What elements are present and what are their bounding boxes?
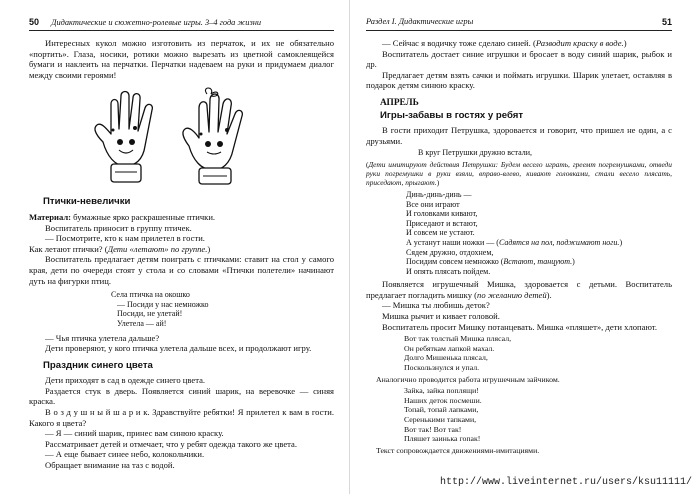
right-page-number: 51: [661, 17, 672, 27]
verse-intro: В круг Петрушки дружно встали,: [418, 148, 532, 158]
text-line: — Мишка ты любишь деток?: [382, 300, 490, 311]
section-title-blue-day: Праздник синего цвета: [43, 359, 153, 371]
text-line: Мишка рычит и кивает головой.: [382, 311, 500, 322]
poem-line: Сядем дружно, отдохнем,: [406, 247, 494, 257]
poem-line: Села птичка на окошко: [111, 290, 190, 300]
poem-line: Посидим совсем немножко (Встают, танцуют.): [406, 257, 575, 267]
poem-line: Все они играют: [406, 199, 460, 209]
birds-poem: [111, 290, 334, 328]
stage-note: (Дети имитируют действия Петрушки: Будем весело играть, греемт погремушками, отведи руки погремушки в руки взяли, вправо-влево, кивают головками, стали весело плясать, приседают, прыгают.): [366, 159, 672, 187]
text-line: — Я — синий шарик, принес вам синюю краску.: [45, 428, 224, 439]
section-title-birds: Птички-невелички: [43, 196, 131, 208]
poem-line: Долго Мишенька плясал,: [404, 353, 488, 363]
month-heading: АПРЕЛЬ: [380, 97, 419, 108]
bunny-poem: [404, 386, 672, 444]
text-line: Воспитатель предлагает детям поиграть с птичками: ставит на стол у самого края, дети по очереди стоят у стола и со словами «Птички полетели» начинают дуть на фигурки птиц.: [29, 254, 334, 286]
poem-line: Приседают и встают,: [406, 218, 478, 228]
text-line: — Сейчас я водичку тоже сделаю синей. (Разводит краску в воде.): [382, 38, 627, 48]
text-line: Рассматривает детей и отмечает, что у ребят одежда такого же цвета.: [45, 438, 297, 449]
poem-line: А устанут наши ножки — (Садятся на пол, поджимают ноги.): [406, 237, 623, 247]
poem-line: Пляшет заинька гопак!: [404, 434, 481, 444]
left-header-rule: [29, 30, 334, 31]
left-header: [29, 17, 261, 27]
text-line: Обращает внимание на таз с водой.: [45, 460, 175, 471]
text-line: — А еще бывает синее небо, колокольчики.: [45, 449, 205, 460]
between-line: Аналогично проводится работа игрушечным зайчиком.: [376, 374, 560, 384]
intro-paragraph: Интересных кукол можно изготовить из перчаток, и их не обязательно «портить». Глаза, носики, ротики можно вырезать из цветной самоклеящейся бумаги и наклеить на перчатки. Перчатки надеваем на руки и придумаем диалог между своими героями!: [29, 38, 334, 80]
text-line: — Посмотрите, кто к нам прилетел в гости.: [45, 233, 205, 244]
poem-line: Вот так толстый Мишка плясал,: [404, 334, 512, 344]
poem-line: Динь-динь-динь —: [406, 189, 472, 199]
text-line: Дети приходят в сад в одежде синего цвета.: [45, 375, 206, 386]
right-running-title: Раздел I. Дидактические игры: [366, 17, 474, 26]
poem-line: Посиди, не улетай!: [117, 309, 183, 319]
poem-line: Улетела — ай!: [117, 318, 167, 328]
text-line: Воспитатель приносит в группу птичек.: [45, 222, 192, 233]
poem-line: И совсем не устают.: [406, 228, 475, 238]
left-column: [29, 38, 334, 471]
right-page: [350, 0, 700, 494]
poem-line: И головками кивают,: [406, 209, 478, 219]
text-line: В гости приходит Петрушка, здоровается и говорит, что пришел не один, а с друзьями.: [366, 125, 672, 146]
left-page-number: 50: [29, 17, 40, 27]
poem-line: — Посиди у нас немножко: [117, 299, 209, 309]
section-title-games: Игры-забавы в гостях у ребят: [380, 109, 524, 121]
glove-puppets-icon: [89, 84, 259, 188]
poem-line: Наших деток посмеши.: [404, 395, 482, 405]
text-line: Воспитатель просит Мишку потанцевать. Мишка «пляшет», дети хлопают.: [382, 321, 658, 332]
poem-line: Зайка, зайка поплящи!: [404, 386, 479, 396]
text-line: Появляется игрушечный Мишка, здоровается с детьми. Воспитатель предлагает погладить мишку (по желанию детей).: [366, 279, 672, 300]
closing-line: Текст сопровождается движениями-имитациями.: [376, 445, 540, 455]
poem-line: Вот так! Вот так!: [404, 424, 462, 434]
petrushka-poem: [406, 190, 672, 276]
poem-line: Топай, топай лапками,: [404, 405, 479, 415]
text-line: Предлагает детям взять сачки и поймать игрушки. Шарик улетает, оставляя в подарок детям синюю краску.: [366, 69, 672, 91]
watermark-url: http://www.liveinternet.ru/users/ksu11111/: [439, 477, 692, 488]
text-line: — Чья птичка улетела дальше?: [45, 332, 160, 343]
poem-line: Он ребяткам лапкой махал.: [404, 343, 495, 353]
right-header-rule: [366, 30, 672, 31]
text-line: В о з д у ш н ы й ш а р и к. Здравствуйте ребятки! Я прилетел к вам в гости. Какого я цвета?: [29, 407, 334, 428]
text-line: Воспитатель достает синие игрушки и бросает в воду синий шарик, рыбок и др.: [366, 48, 672, 70]
text-line: Как летают птички? (Дети «летают» по группе.): [29, 243, 211, 254]
gloves-illustration: [29, 84, 334, 190]
text-line: Раздается стук в дверь. Появляется синий шарик, на веревочке — синяя краска.: [29, 385, 334, 407]
bear-poem: [404, 334, 672, 372]
materials-line: Материал: бумажные ярко раскрашенные птички.: [29, 211, 216, 222]
left-running-title: Дидактические и сюжетно-ролевые игры. 3–4 года жизни: [51, 18, 262, 27]
text-line: Дети проверяют, у кого птичка улетела дальше всех, и продолжают игру.: [45, 343, 312, 354]
poem-line: Поскользнулся и упал.: [404, 363, 480, 373]
poem-line: Серенькими тапками,: [404, 415, 477, 424]
right-column: [366, 38, 672, 455]
poem-line: И опять плясать пойдем.: [406, 266, 491, 276]
